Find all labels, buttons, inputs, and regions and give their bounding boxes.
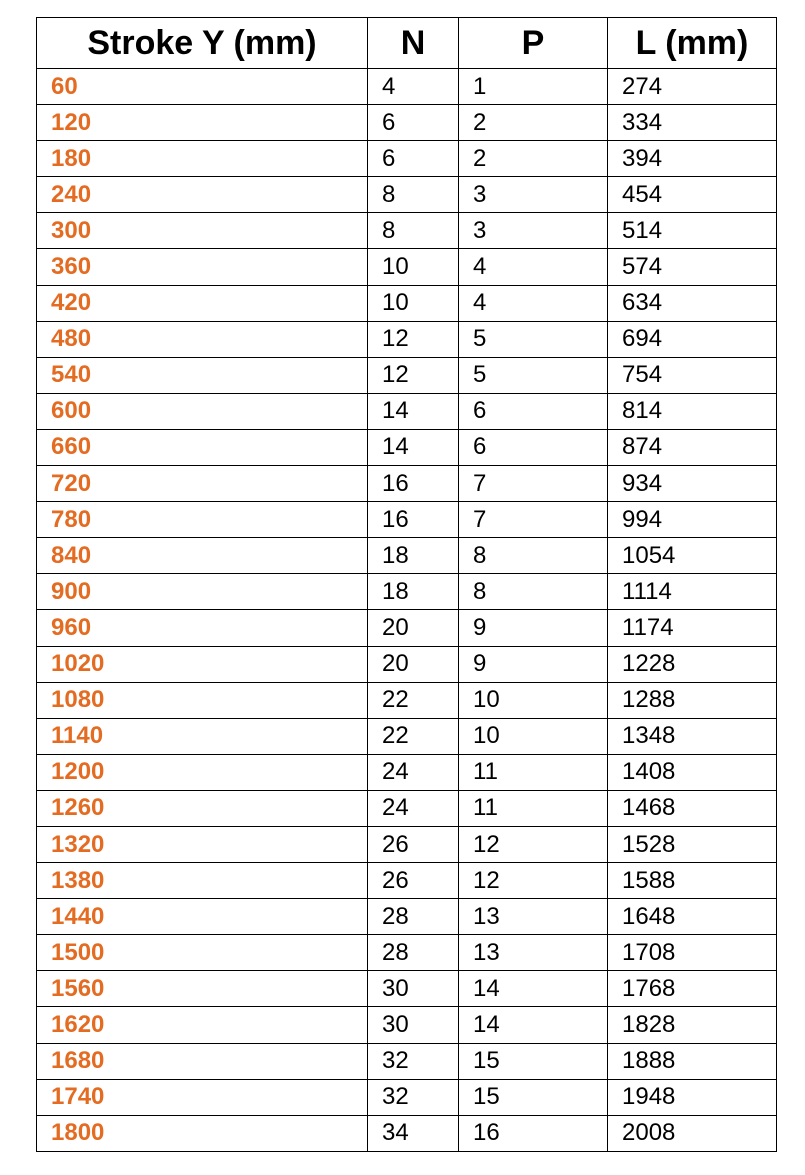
cell-p: 15 xyxy=(459,1043,608,1079)
cell-n: 30 xyxy=(368,971,459,1007)
cell-l: 274 xyxy=(608,69,777,105)
cell-l: 1708 xyxy=(608,935,777,971)
cell-p: 14 xyxy=(459,971,608,1007)
header-stroke-y: Stroke Y (mm) xyxy=(37,18,368,69)
cell-n: 32 xyxy=(368,1079,459,1115)
cell-p: 2 xyxy=(459,141,608,177)
table-row xyxy=(37,429,777,465)
cell-n: 8 xyxy=(368,177,459,213)
cell-p: 13 xyxy=(459,935,608,971)
cell-stroke-y: 600 xyxy=(37,393,368,429)
cell-n: 8 xyxy=(368,213,459,249)
cell-p: 13 xyxy=(459,899,608,935)
cell-stroke-y: 720 xyxy=(37,466,368,502)
cell-p: 9 xyxy=(459,610,608,646)
cell-stroke-y: 540 xyxy=(37,357,368,393)
table-row xyxy=(37,1043,777,1079)
cell-n: 6 xyxy=(368,105,459,141)
cell-l: 394 xyxy=(608,141,777,177)
cell-stroke-y: 1500 xyxy=(37,935,368,971)
cell-stroke-y: 1800 xyxy=(37,1115,368,1151)
cell-n: 26 xyxy=(368,826,459,862)
cell-l: 1948 xyxy=(608,1079,777,1115)
table-row xyxy=(37,285,777,321)
cell-l: 1348 xyxy=(608,718,777,754)
cell-p: 5 xyxy=(459,321,608,357)
table-row xyxy=(37,610,777,646)
cell-stroke-y: 960 xyxy=(37,610,368,646)
table-row xyxy=(37,1115,777,1151)
header-l: L (mm) xyxy=(608,18,777,69)
table-row xyxy=(37,574,777,610)
cell-n: 30 xyxy=(368,1007,459,1043)
cell-l: 574 xyxy=(608,249,777,285)
cell-stroke-y: 240 xyxy=(37,177,368,213)
table-row xyxy=(37,971,777,1007)
cell-l: 754 xyxy=(608,357,777,393)
cell-stroke-y: 180 xyxy=(37,141,368,177)
cell-l: 1468 xyxy=(608,790,777,826)
cell-l: 1288 xyxy=(608,682,777,718)
cell-p: 8 xyxy=(459,574,608,610)
table-row xyxy=(37,899,777,935)
cell-l: 1768 xyxy=(608,971,777,1007)
cell-n: 12 xyxy=(368,357,459,393)
cell-stroke-y: 660 xyxy=(37,429,368,465)
cell-l: 1054 xyxy=(608,538,777,574)
cell-n: 16 xyxy=(368,502,459,538)
cell-n: 18 xyxy=(368,538,459,574)
cell-n: 32 xyxy=(368,1043,459,1079)
table-row xyxy=(37,790,777,826)
table-row xyxy=(37,646,777,682)
table-row xyxy=(37,935,777,971)
table-row xyxy=(37,357,777,393)
cell-n: 20 xyxy=(368,610,459,646)
cell-stroke-y: 840 xyxy=(37,538,368,574)
cell-l: 1528 xyxy=(608,826,777,862)
cell-p: 14 xyxy=(459,1007,608,1043)
cell-n: 26 xyxy=(368,863,459,899)
stroke-table xyxy=(36,17,777,1152)
cell-stroke-y: 1380 xyxy=(37,863,368,899)
cell-p: 6 xyxy=(459,393,608,429)
cell-n: 10 xyxy=(368,249,459,285)
cell-p: 10 xyxy=(459,718,608,754)
cell-l: 1114 xyxy=(608,574,777,610)
table-body xyxy=(37,69,777,1152)
cell-p: 10 xyxy=(459,682,608,718)
cell-stroke-y: 900 xyxy=(37,574,368,610)
table-row xyxy=(37,249,777,285)
cell-l: 1648 xyxy=(608,899,777,935)
cell-n: 14 xyxy=(368,393,459,429)
table-row xyxy=(37,682,777,718)
cell-n: 22 xyxy=(368,718,459,754)
table-row xyxy=(37,863,777,899)
cell-l: 694 xyxy=(608,321,777,357)
cell-p: 4 xyxy=(459,249,608,285)
cell-l: 514 xyxy=(608,213,777,249)
cell-stroke-y: 1080 xyxy=(37,682,368,718)
cell-l: 814 xyxy=(608,393,777,429)
table-row xyxy=(37,718,777,754)
cell-p: 3 xyxy=(459,177,608,213)
cell-p: 3 xyxy=(459,213,608,249)
table-row xyxy=(37,1079,777,1115)
cell-l: 2008 xyxy=(608,1115,777,1151)
cell-l: 1228 xyxy=(608,646,777,682)
table-row xyxy=(37,105,777,141)
header-p: P xyxy=(459,18,608,69)
cell-stroke-y: 1560 xyxy=(37,971,368,1007)
cell-l: 1888 xyxy=(608,1043,777,1079)
cell-p: 11 xyxy=(459,754,608,790)
table-row xyxy=(37,466,777,502)
cell-n: 16 xyxy=(368,466,459,502)
cell-n: 34 xyxy=(368,1115,459,1151)
cell-n: 18 xyxy=(368,574,459,610)
cell-p: 2 xyxy=(459,105,608,141)
cell-l: 994 xyxy=(608,502,777,538)
cell-p: 9 xyxy=(459,646,608,682)
cell-stroke-y: 1740 xyxy=(37,1079,368,1115)
cell-l: 1588 xyxy=(608,863,777,899)
cell-p: 15 xyxy=(459,1079,608,1115)
table-row xyxy=(37,141,777,177)
cell-n: 4 xyxy=(368,69,459,105)
cell-stroke-y: 420 xyxy=(37,285,368,321)
cell-stroke-y: 1200 xyxy=(37,754,368,790)
table-row xyxy=(37,177,777,213)
cell-p: 4 xyxy=(459,285,608,321)
cell-n: 28 xyxy=(368,899,459,935)
cell-n: 10 xyxy=(368,285,459,321)
header-row xyxy=(37,18,777,69)
table-header xyxy=(37,18,777,69)
cell-n: 14 xyxy=(368,429,459,465)
cell-p: 16 xyxy=(459,1115,608,1151)
cell-p: 5 xyxy=(459,357,608,393)
cell-p: 6 xyxy=(459,429,608,465)
cell-stroke-y: 360 xyxy=(37,249,368,285)
cell-l: 1828 xyxy=(608,1007,777,1043)
cell-l: 934 xyxy=(608,466,777,502)
table-row xyxy=(37,213,777,249)
cell-l: 1408 xyxy=(608,754,777,790)
table-row xyxy=(37,69,777,105)
cell-stroke-y: 1440 xyxy=(37,899,368,935)
cell-l: 334 xyxy=(608,105,777,141)
cell-n: 28 xyxy=(368,935,459,971)
cell-n: 24 xyxy=(368,754,459,790)
cell-l: 1174 xyxy=(608,610,777,646)
table-row xyxy=(37,321,777,357)
cell-stroke-y: 480 xyxy=(37,321,368,357)
cell-n: 20 xyxy=(368,646,459,682)
table-row xyxy=(37,393,777,429)
table-row xyxy=(37,538,777,574)
cell-l: 454 xyxy=(608,177,777,213)
cell-l: 634 xyxy=(608,285,777,321)
cell-stroke-y: 1260 xyxy=(37,790,368,826)
table-row xyxy=(37,826,777,862)
cell-stroke-y: 60 xyxy=(37,69,368,105)
cell-n: 22 xyxy=(368,682,459,718)
cell-n: 6 xyxy=(368,141,459,177)
cell-stroke-y: 300 xyxy=(37,213,368,249)
cell-p: 7 xyxy=(459,466,608,502)
cell-n: 12 xyxy=(368,321,459,357)
cell-stroke-y: 1620 xyxy=(37,1007,368,1043)
cell-p: 12 xyxy=(459,863,608,899)
cell-stroke-y: 1320 xyxy=(37,826,368,862)
table-row xyxy=(37,1007,777,1043)
cell-p: 1 xyxy=(459,69,608,105)
cell-stroke-y: 1680 xyxy=(37,1043,368,1079)
stroke-table-container xyxy=(36,17,776,1152)
cell-stroke-y: 1140 xyxy=(37,718,368,754)
cell-stroke-y: 780 xyxy=(37,502,368,538)
header-n: N xyxy=(368,18,459,69)
cell-p: 11 xyxy=(459,790,608,826)
cell-p: 7 xyxy=(459,502,608,538)
cell-stroke-y: 120 xyxy=(37,105,368,141)
table-row xyxy=(37,502,777,538)
cell-l: 874 xyxy=(608,429,777,465)
cell-p: 8 xyxy=(459,538,608,574)
cell-p: 12 xyxy=(459,826,608,862)
cell-n: 24 xyxy=(368,790,459,826)
cell-stroke-y: 1020 xyxy=(37,646,368,682)
table-row xyxy=(37,754,777,790)
